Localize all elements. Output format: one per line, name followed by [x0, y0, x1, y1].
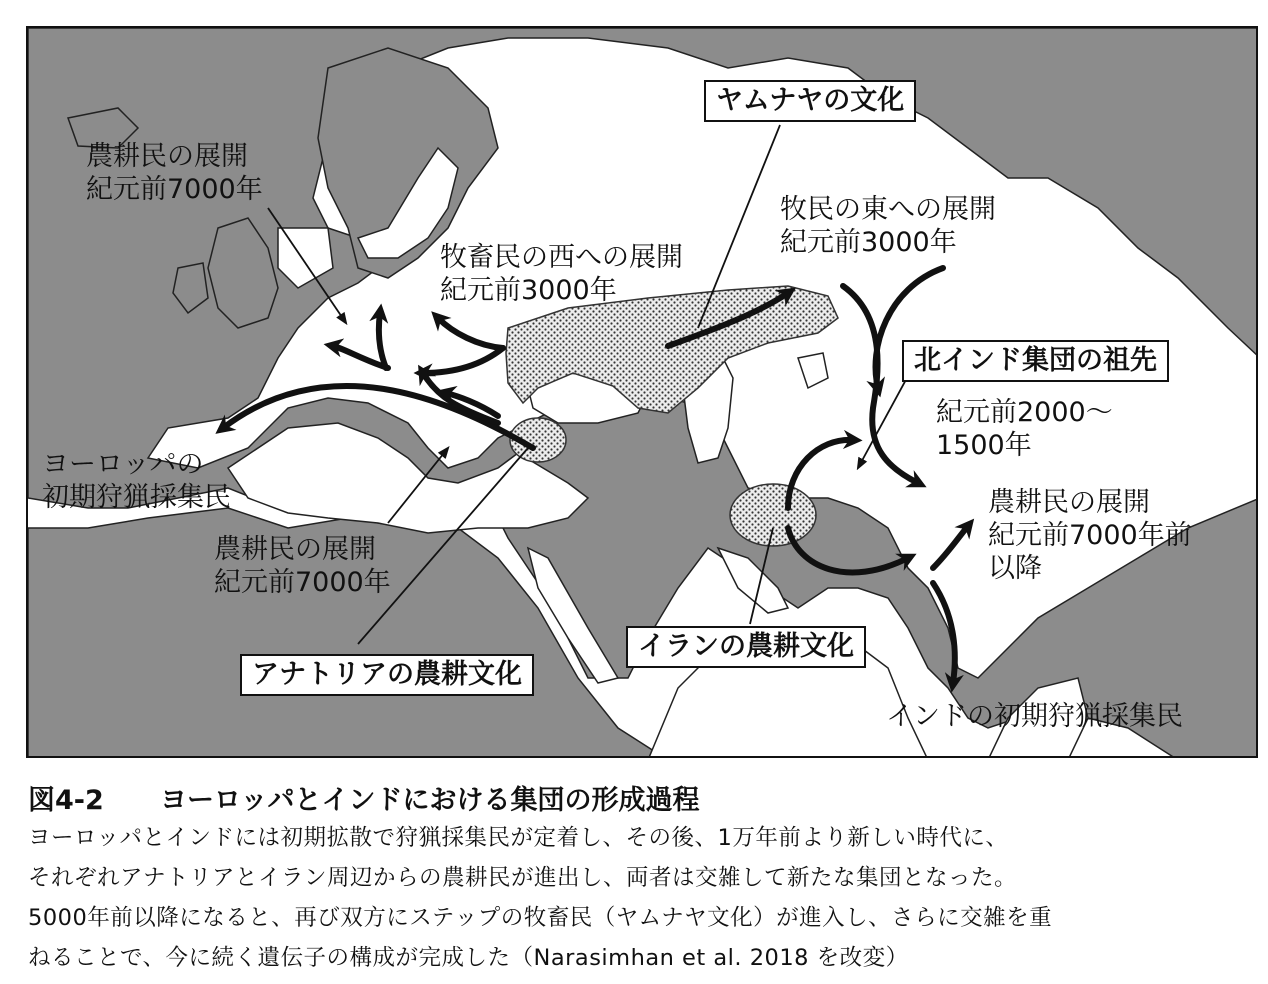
map-figure — [26, 26, 1258, 758]
arrow-herders-west-2 — [423, 348, 503, 373]
label-farmers-anatolia-line2: 紀元前7000年 — [214, 567, 391, 598]
label-farmers-india — [988, 486, 1192, 585]
label-herders-west-line1: 牧畜民の西への展開 — [440, 242, 683, 273]
label-farmers-india-line3: 以降 — [988, 553, 1042, 584]
arrow-india-east — [933, 526, 968, 568]
label-europe-hunter-gatherers — [42, 448, 231, 514]
label-herders-east — [780, 193, 996, 259]
box-anatolia-farming: アナトリアの農耕文化 — [240, 654, 534, 696]
label-north-india-date-line1: 紀元前2000〜 — [936, 397, 1113, 428]
caption-line: それぞれアナトリアとイラン周辺からの農耕民が進出し、両者は交雑して新たな集団となった。 — [28, 865, 1018, 891]
label-farmers-anatolia-line1: 農耕民の展開 — [214, 534, 376, 565]
figure-number: 図4-2 — [28, 785, 104, 816]
label-europe-hg-line1: ヨーロッパの — [42, 449, 204, 480]
label-herders-east-line1: 牧民の東への展開 — [780, 194, 996, 225]
box-yamnaya: ヤムナヤの文化 — [704, 80, 916, 122]
box-iran-farming: イランの農耕文化 — [626, 626, 866, 668]
caption-line: 5000年前以降になると、再び双方にステップの牧畜民（ヤムナヤ文化）が進入し、さらに交雑を重 — [28, 905, 1053, 931]
label-herders-west — [440, 241, 683, 307]
label-farmers-west-line1: 農耕民の展開 — [86, 141, 248, 172]
label-farmers-india-line1: 農耕民の展開 — [988, 487, 1150, 518]
figure-caption-body — [28, 818, 1243, 978]
caption-line: ヨーロッパとインドには初期拡散で狩猟採集民が定着し、その後、1万年前より新しい時代に、 — [28, 825, 1009, 851]
figure-title: ヨーロッパとインドにおける集団の形成過程 — [160, 785, 700, 816]
arrow-east-india — [843, 286, 918, 483]
caption-line: ねることで、今に続く遺伝子の構成が完成した（Narasimhan et al. 2018 を改変） — [28, 945, 909, 971]
iran-region — [730, 484, 816, 546]
label-europe-hg-line2: 初期狩猟採集民 — [42, 482, 231, 513]
label-herders-east-line2: 紀元前3000年 — [780, 227, 957, 258]
arrow-herders-west-1 — [438, 318, 503, 348]
label-india-hunter-gatherers: インドの初期狩猟採集民 — [886, 701, 1183, 732]
box-north-india-ancestors: 北インド集団の祖先 — [902, 340, 1169, 382]
figure-caption-title — [28, 778, 699, 817]
label-north-india-date — [936, 396, 1113, 462]
label-farmers-india-line2: 紀元前7000年前 — [988, 520, 1192, 551]
label-farmers-west — [86, 140, 263, 206]
label-farmers-anatolia — [214, 533, 391, 599]
arrow-west-up — [379, 313, 386, 368]
label-north-india-date-line2: 1500年 — [936, 430, 1032, 461]
label-herders-west-line2: 紀元前3000年 — [440, 275, 617, 306]
aral-sea — [798, 353, 828, 388]
label-farmers-west-line2: 紀元前7000年 — [86, 174, 263, 205]
